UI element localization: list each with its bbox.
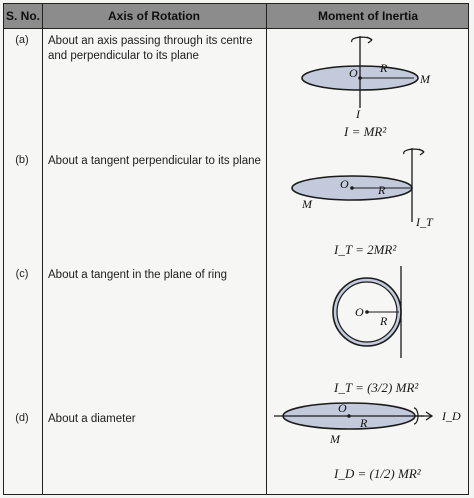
label-d-r: R <box>360 416 368 430</box>
ring-figure-b <box>292 142 462 234</box>
row-a-description: About an axis passing through its centre and perpendicular to its plane <box>48 35 253 62</box>
ring-figure-d <box>274 398 469 454</box>
row-c-sno: (c) <box>15 268 29 280</box>
row-b-sno: (b) <box>15 154 29 166</box>
header-axis: Axis of Rotation <box>108 9 200 23</box>
ring-figure-a <box>292 28 452 120</box>
column-divider-1 <box>42 4 43 494</box>
formula-d: I_D = (1/2) MR² <box>334 466 421 481</box>
row-d-sno: (d) <box>15 412 29 424</box>
label-d-id: I_D <box>442 409 461 423</box>
row-a-sno: (a) <box>15 34 29 46</box>
row-b-description: About a tangent perpendicular to its plane <box>48 155 261 167</box>
label-a-o: O <box>349 66 358 80</box>
label-a-i: I <box>356 107 360 121</box>
header-moment: Moment of Inertia <box>317 9 418 23</box>
table-header <box>4 4 468 29</box>
label-d-m: M <box>330 432 340 446</box>
row-d-description: About a diameter <box>48 413 136 425</box>
header-sno: S. No. <box>5 9 40 23</box>
label-b-m: M <box>302 197 312 211</box>
row-c-description: About a tangent in the plane of ring <box>48 269 228 281</box>
label-b-o: O <box>340 177 349 191</box>
label-d-o: O <box>338 401 347 415</box>
label-b-it: I_T <box>416 215 433 229</box>
label-c-r: R <box>380 314 388 328</box>
ring-figure-c <box>322 262 422 362</box>
label-a-r: R <box>380 61 388 75</box>
formula-a: I = MR² <box>344 124 387 139</box>
label-b-r: R <box>378 183 386 197</box>
formula-b: I_T = 2MR² <box>334 242 397 257</box>
inertia-table <box>3 3 469 495</box>
formula-c: I_T = (3/2) MR² <box>334 380 419 395</box>
label-c-o: O <box>355 305 364 319</box>
label-a-m: M <box>420 72 430 86</box>
column-divider-2 <box>266 4 267 494</box>
